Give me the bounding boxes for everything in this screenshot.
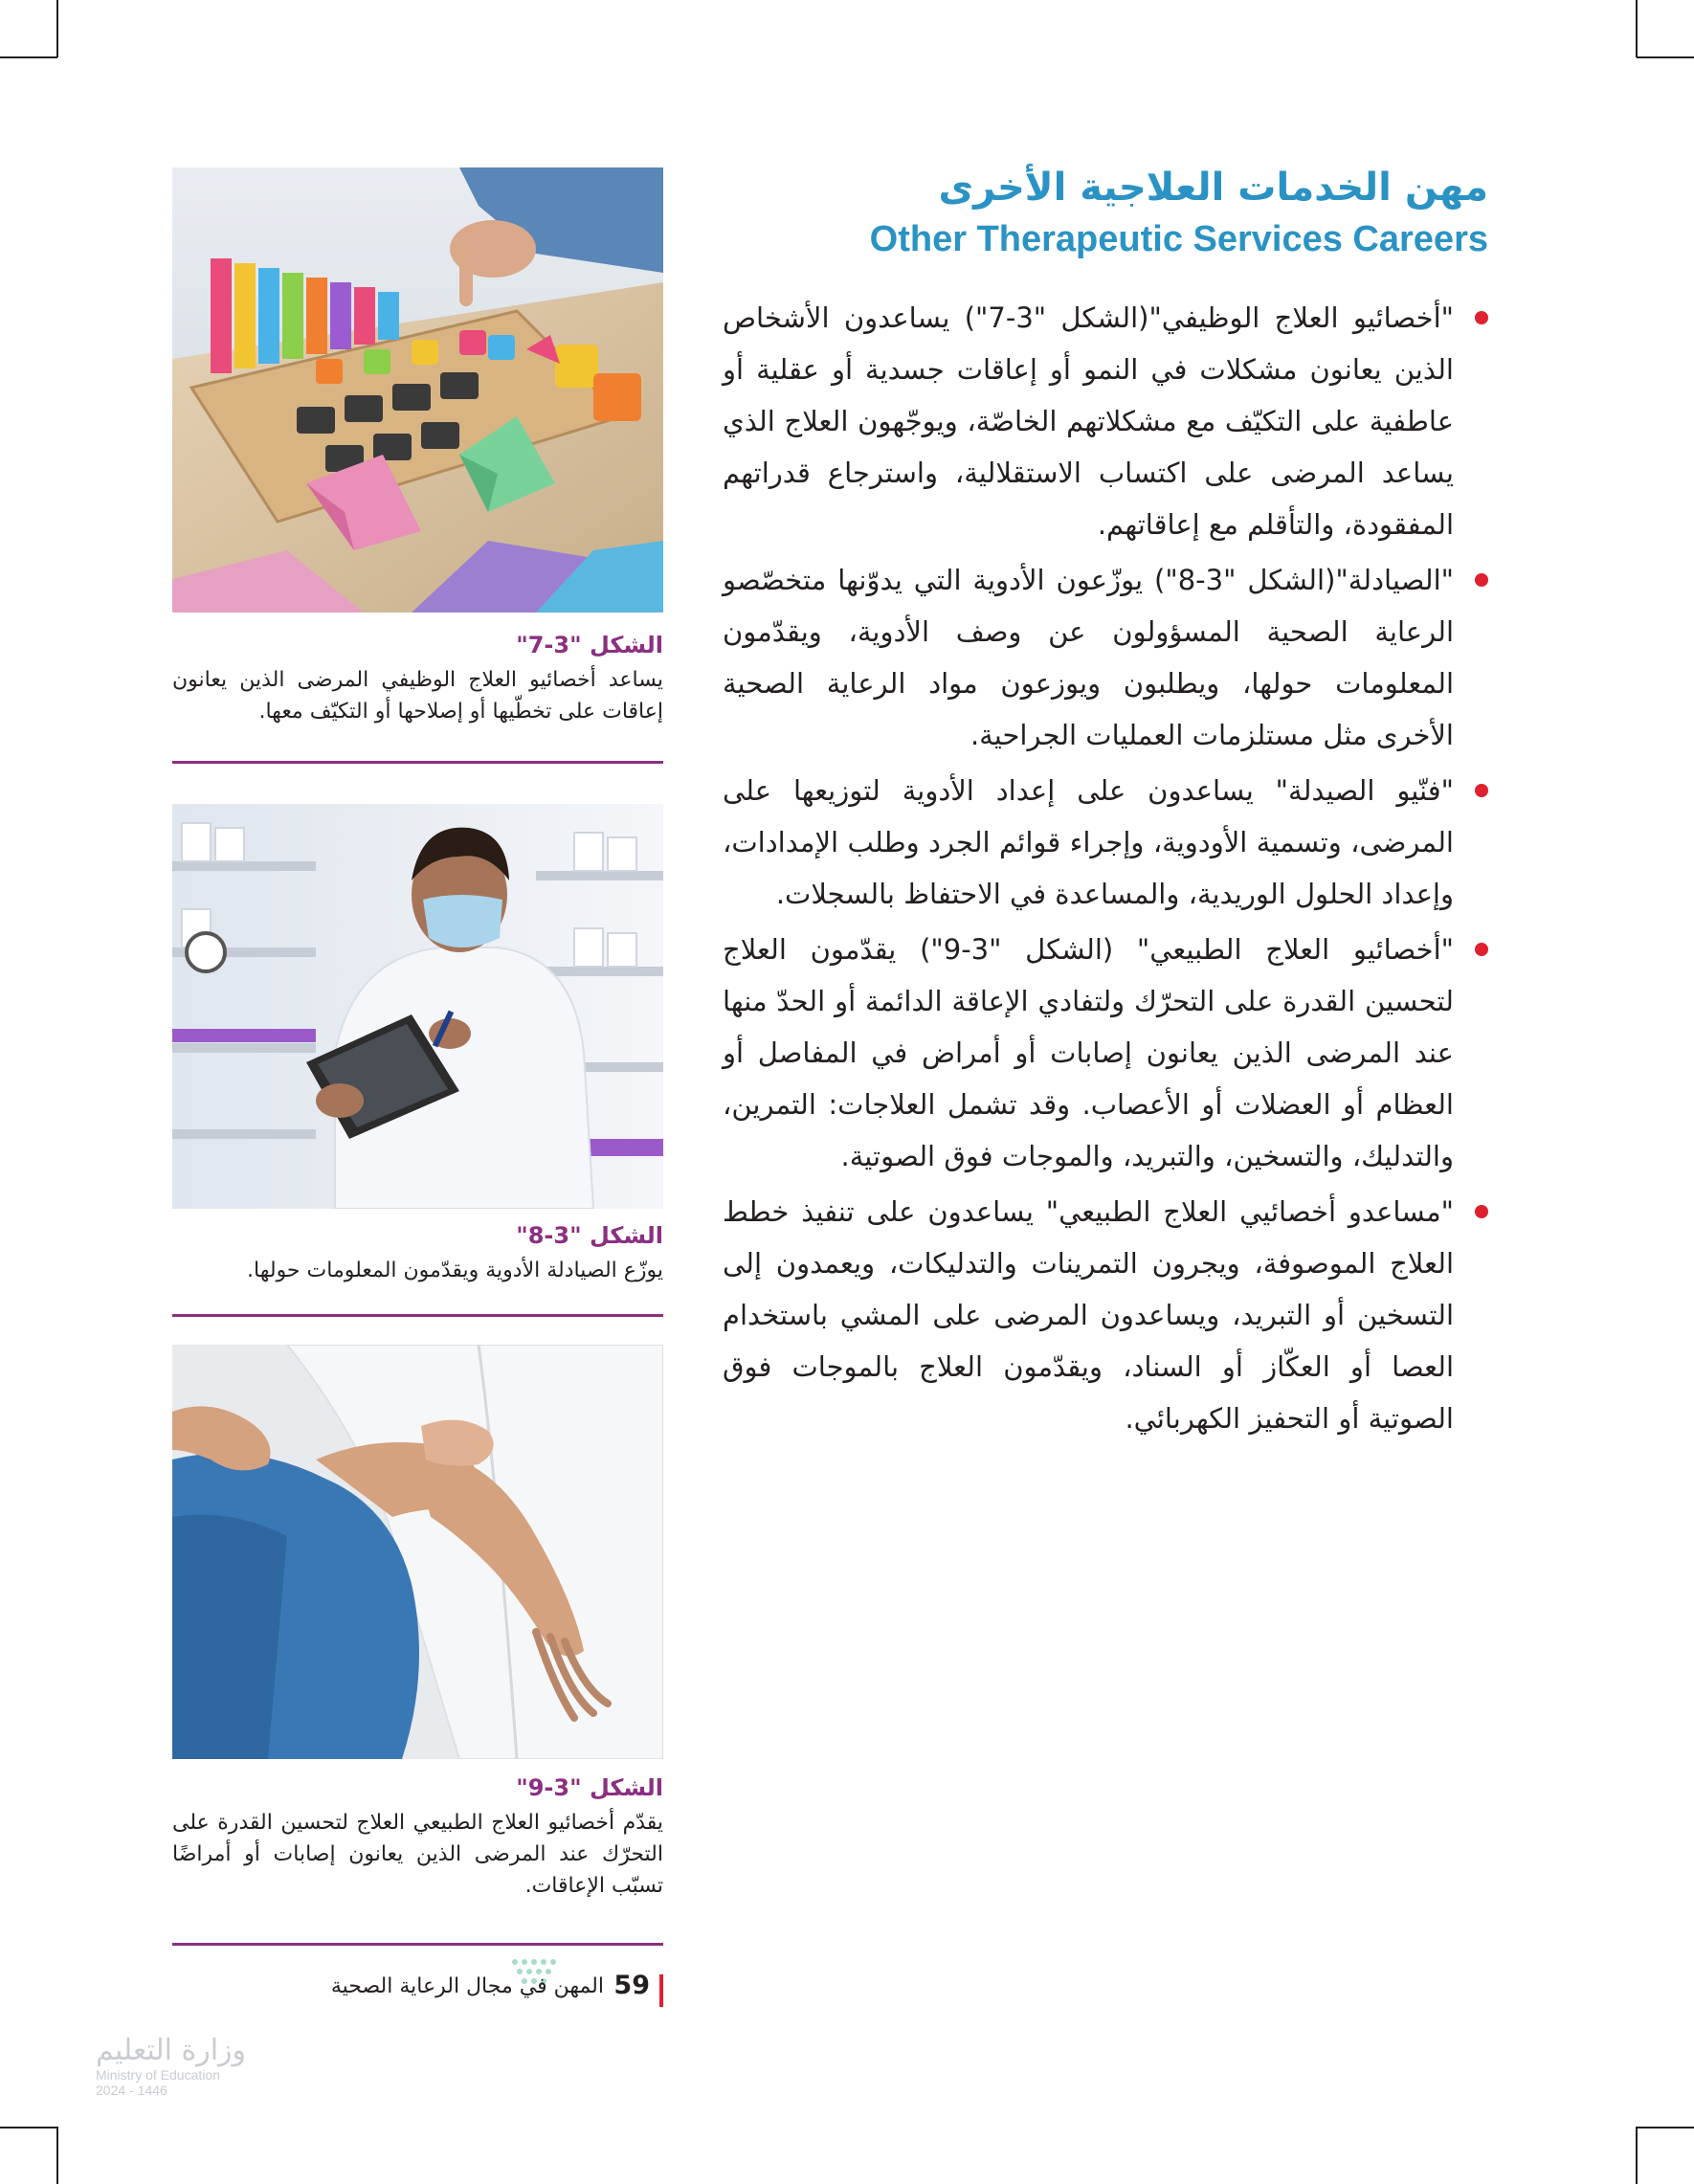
page-footer <box>172 1967 663 2024</box>
figure-title: الشكل "3-8" <box>516 1222 663 1249</box>
footer-book-title: المهن في مجال الرعاية الصحية <box>330 1974 604 1998</box>
figure-divider <box>172 761 663 764</box>
bullet-text: "أخصائيو العلاج الطبيعي" (الشكل "3-9") يقدّمون العلاج لتحسين القدرة على التحرّك ولتفادي الإعاقة الدائمة أو الحدّ منها عند المرضى الذين يعانون إصابات أو أمراض في المفاصل أو العظام أو العضلات أو الأعصاب. وقد تشمل العلاجات: التمرين، والتدليك، والتسخين، والتبريد، والموجات فوق الصوتية. <box>723 933 1454 1172</box>
crop-mark <box>56 2127 58 2184</box>
ministry-year: 2024 - 1446 <box>96 2083 167 2098</box>
ministry-watermark <box>96 2034 246 2098</box>
bullet-item <box>723 292 1488 550</box>
bullet-dot-icon <box>1475 784 1488 797</box>
bullet-item <box>723 1186 1488 1444</box>
section-heading-english: Other Therapeutic Services Careers <box>869 219 1488 259</box>
bullet-item <box>723 765 1488 920</box>
bullet-dot-icon <box>1475 1205 1488 1218</box>
figure-caption-text: يساعد أخصائيو العلاج الوظيفي المرضى الذين يعانون إعاقات على تخطّيها أو إصلاحها أو التكيّف معها. <box>172 668 663 724</box>
page-number: 59 <box>613 1971 650 2000</box>
figure-title: الشكل "3-7" <box>516 632 663 658</box>
figure-divider <box>172 1314 663 1317</box>
ministry-name-english: Ministry of Education <box>96 2067 220 2083</box>
figure-photo-pharmacist <box>172 804 663 1209</box>
figure-divider <box>172 1943 663 1946</box>
ministry-name-arabic: وزارة التعليم <box>96 2034 247 2067</box>
bullet-item <box>723 924 1488 1182</box>
crop-mark <box>0 56 57 58</box>
crop-mark <box>1637 56 1694 58</box>
figure-photo-physical-therapy <box>172 1345 663 1759</box>
section-heading-arabic: مهن الخدمات العلاجية الأخرى <box>938 166 1488 210</box>
crop-mark <box>0 2127 57 2128</box>
bullet-text: "أخصائيو العلاج الوظيفي"(الشكل "3-7") يساعدون الأشخاص الذين يعانون مشكلات في النمو أو إعاقات جسدية أو عقلية أو عاطفية على التكيّف مع مشكلاتهم الخاصّة، ويوجّهون العلاج الذي يساعد المرضى على اكتساب الاستقلالية، واسترجاع قدراتهم المفقودة، والتأقلم مع إعاقاتهم. <box>723 301 1454 541</box>
figure-title: الشكل "3-9" <box>516 1774 663 1801</box>
crop-mark <box>1637 2127 1694 2128</box>
figure-caption-text: يوزّع الصيادلة الأدوية ويقدّمون المعلومات حولها. <box>247 1259 663 1282</box>
main-text-column <box>723 292 1488 1448</box>
figure-caption <box>172 628 663 727</box>
bullet-text: "فنّيو الصيدلة" يساعدون على إعداد الأدوية لتوزيعها على المرضى، وتسمية الأودوية، وإجراء قوائم الجرد وطلب الإمدادات، وإعداد الحلول الوريدية، والمساعدة في الاحتفاظ بالسجلات. <box>723 774 1454 910</box>
crop-mark <box>1636 0 1638 57</box>
figure-caption-text: يقدّم أخصائيو العلاج الطبيعي العلاج لتحسين القدرة على التحرّك عند المرضى الذين يعانون إصابات أو أمراضًا تسبّب الإعاقات. <box>172 1811 663 1898</box>
figure-caption <box>172 1771 663 1902</box>
crop-mark <box>1636 2127 1638 2184</box>
bullet-item <box>723 554 1488 761</box>
footer-accent-bar <box>659 1974 663 2007</box>
figure-photo-occupational-therapy <box>172 167 663 613</box>
bullet-dot-icon <box>1475 573 1488 587</box>
bullet-text: "الصيادلة"(الشكل "3-8") يوزّعون الأدوية التي يدوّنها متخصّصو الرعاية الصحية المسؤولون عن وصف الأدوية، ويقدّمون المعلومات حولها، ويطلبون ويوزعون مواد الرعاية الصحية الأخرى مثل مستلزمات العمليات الجراحية. <box>723 564 1454 751</box>
bullet-dot-icon <box>1475 943 1488 956</box>
crop-mark <box>56 0 58 57</box>
bullet-dot-icon <box>1475 311 1488 324</box>
figure-caption <box>172 1218 663 1286</box>
bullet-text: "مساعدو أخصائيي العلاج الطبيعي" يساعدون على تنفيذ خطط العلاج الموصوفة، ويجرون التمرينات والتدليكات، ويعمدون إلى التسخين أو التبريد، ويساعدون المرضى على المشي باستخدام العصا أو العكّاز أو السناد، ويقدّمون العلاج بالموجات فوق الصوتية أو التحفيز الكهربائي. <box>723 1195 1454 1435</box>
